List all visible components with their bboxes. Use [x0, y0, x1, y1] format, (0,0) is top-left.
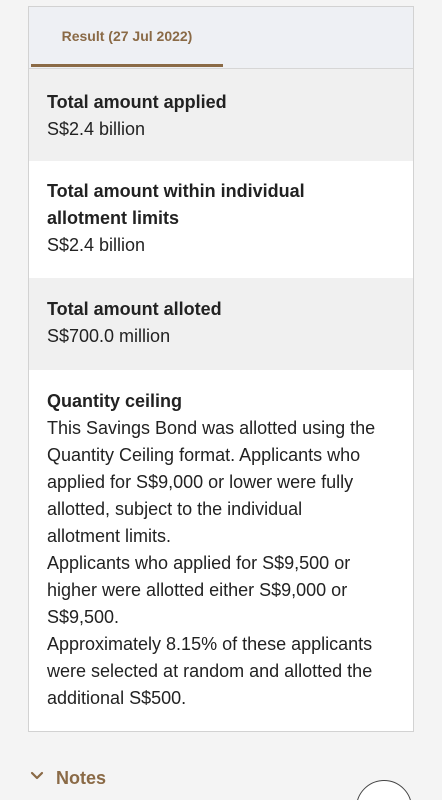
row-total-amount-alloted [29, 278, 413, 370]
quantity-ceiling-line: higher were allotted either S$9,000 or [47, 580, 348, 600]
tab-bar [29, 7, 413, 69]
within-limits-value: S$2.4 billion [47, 235, 146, 255]
quantity-ceiling-line: allotment limits. [47, 526, 172, 546]
within-limits-title-line-2: allotment limits [47, 208, 180, 228]
quantity-ceiling-line: allotted, subject to the individual [47, 499, 303, 519]
row-within-limits [29, 161, 413, 278]
tab-result-label: Result (27 Jul 2022) [61, 27, 193, 44]
quantity-ceiling-line: applied for S$9,000 or lower were fully [47, 472, 354, 492]
total-alloted-value: S$700.0 million [47, 326, 171, 346]
total-alloted-title: Total amount alloted [47, 299, 222, 319]
total-applied-title: Total amount applied [47, 92, 227, 112]
quantity-ceiling-line: This Savings Bond was allotted using the [47, 418, 376, 438]
chevron-down-icon [30, 769, 44, 783]
quantity-ceiling-line: Approximately 8.15% of these applicants [47, 634, 373, 654]
notes-label: Notes [56, 768, 107, 788]
quantity-ceiling-line: Quantity Ceiling format. Applicants who [47, 445, 361, 465]
quantity-ceiling-line: were selected at random and allotted the [47, 661, 373, 681]
quantity-ceiling-line: additional S$500. [47, 688, 187, 708]
quantity-ceiling-line: Applicants who applied for S$9,500 or [47, 553, 351, 573]
row-total-amount-applied [29, 69, 413, 161]
quantity-ceiling-title: Quantity ceiling [47, 391, 183, 411]
quantity-ceiling-line: S$9,500. [47, 607, 120, 627]
results-card [28, 6, 414, 732]
notes-toggle[interactable] [30, 768, 106, 789]
tab-result[interactable] [31, 7, 223, 67]
row-quantity-ceiling [29, 370, 413, 712]
floating-round-button[interactable] [356, 780, 412, 800]
within-limits-title-line-1: Total amount within individual [47, 181, 305, 201]
total-applied-value: S$2.4 billion [47, 119, 146, 139]
